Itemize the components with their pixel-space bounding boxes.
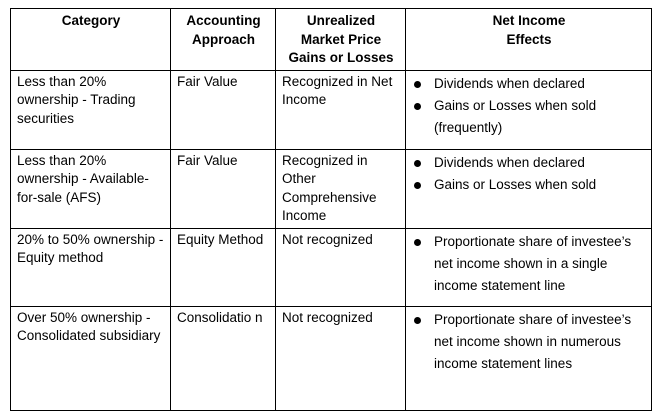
header-net-income-effects: Net Income Effects [406,9,652,71]
effects-list [412,152,646,196]
bullet-icon [414,103,421,110]
effects-list-item: Gains or Losses when sold (frequently) [412,95,646,139]
effects-list [412,231,646,297]
table-header-row [11,9,652,71]
effects-list-item: Proportionate share of investee’s net income shown in a single income statement line [412,231,646,297]
category-cell: Less than 20% ownership - Available-for-sale (AFS) [11,149,171,228]
table-row [11,70,652,149]
unrealized-cell: Not recognized [276,228,406,306]
unrealized-cell: Not recognized [276,306,406,410]
accounting-methods-table [10,8,652,411]
bullet-icon [414,317,421,324]
effects-cell [406,70,652,149]
effects-list-item: Gains or Losses when sold [412,174,646,196]
header-accounting-approach: Accounting Approach [171,9,276,71]
unrealized-cell: Recognized in Other Comprehensive Income [276,149,406,228]
effects-cell [406,306,652,410]
bullet-icon [414,182,421,189]
approach-cell: Fair Value [171,70,276,149]
effects-list [412,73,646,139]
approach-cell: Fair Value [171,149,276,228]
table-row [11,306,652,410]
unrealized-cell: Recognized in Net Income [276,70,406,149]
table-row [11,149,652,228]
category-cell: Less than 20% ownership - Trading securities [11,70,171,149]
effects-list-item: Dividends when declared [412,73,646,95]
effects-list-item: Dividends when declared [412,152,646,174]
effects-cell [406,149,652,228]
approach-cell: Consolidatio n [171,306,276,410]
effects-list [412,309,646,375]
table-row [11,228,652,306]
effects-cell [406,228,652,306]
header-unrealized-gains: Unrealized Market Price Gains or Losses [276,9,406,71]
category-cell: Over 50% ownership -Consolidated subsidiary [11,306,171,410]
category-cell: 20% to 50% ownership - Equity method [11,228,171,306]
bullet-icon [414,81,421,88]
bullet-icon [414,160,421,167]
approach-cell: Equity Method [171,228,276,306]
bullet-icon [414,239,421,246]
effects-list-item: Proportionate share of investee’s net income shown in numerous income statement lines [412,309,646,375]
header-category: Category [11,9,171,71]
